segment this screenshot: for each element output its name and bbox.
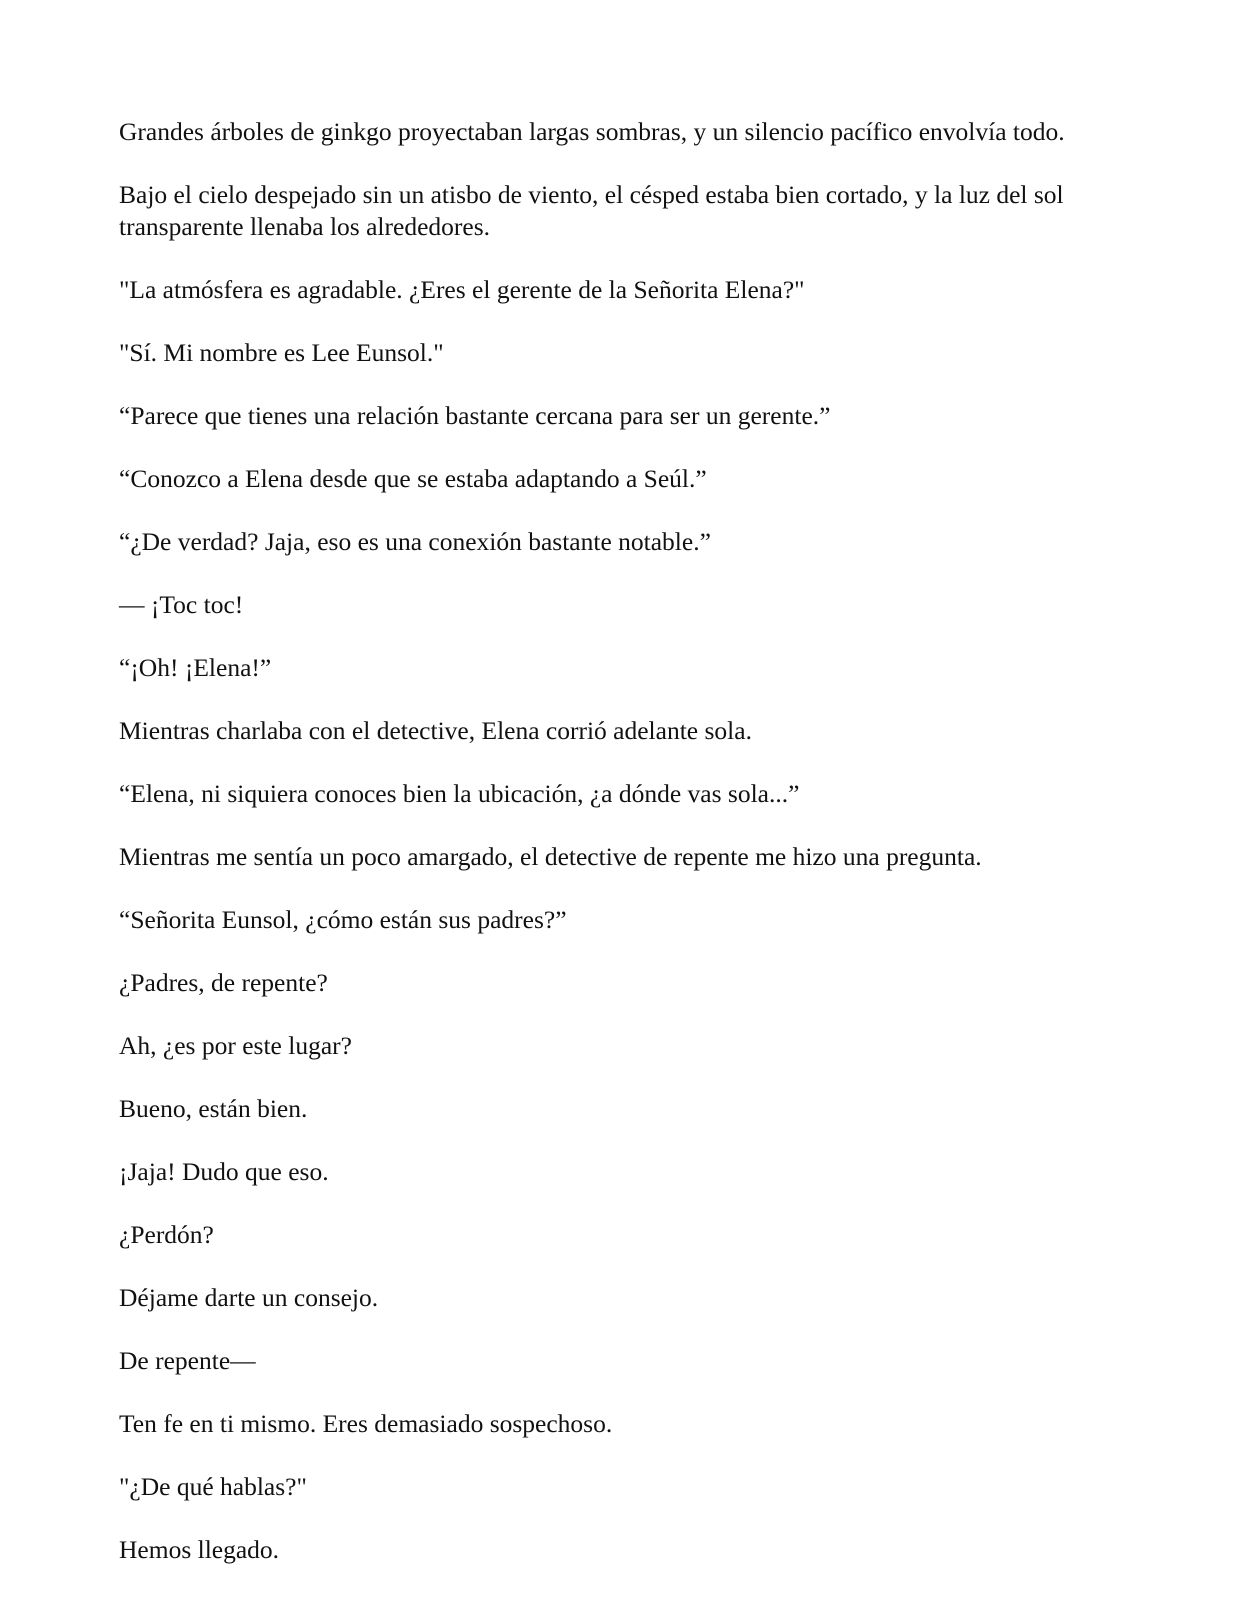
paragraph: ¡Jaja! Dudo que eso. <box>119 1157 329 1186</box>
paragraph: Ah, ¿es por este lugar? <box>119 1031 352 1060</box>
paragraph: Ten fe en ti mismo. Eres demasiado sospechoso. <box>119 1409 613 1438</box>
paragraph: ¿Perdón? <box>119 1220 214 1249</box>
paragraph: ¿Padres, de repente? <box>119 968 328 997</box>
paragraph: “¡Oh! ¡Elena!” <box>119 653 272 682</box>
paragraph: — ¡Toc toc! <box>119 590 244 619</box>
paragraph: "¿De qué hablas?" <box>119 1472 307 1501</box>
paragraph: Grandes árboles de ginkgo proyectaban largas sombras, y un silencio pacífico envolvía todo. <box>119 117 1065 146</box>
paragraph: Bueno, están bien. <box>119 1094 308 1123</box>
paragraph: Mientras me sentía un poco amargado, el detective de repente me hizo una pregunta. <box>119 842 982 871</box>
paragraph: “Conozco a Elena desde que se estaba adaptando a Seúl.” <box>119 464 707 493</box>
paragraph: “Elena, ni siquiera conoces bien la ubicación, ¿a dónde vas sola...” <box>119 779 800 808</box>
paragraph: Déjame darte un consejo. <box>119 1283 379 1312</box>
paragraph: “¿De verdad? Jaja, eso es una conexión bastante notable.” <box>119 527 711 556</box>
document-page <box>119 116 1129 1597</box>
paragraph: "La atmósfera es agradable. ¿Eres el gerente de la Señorita Elena?" <box>119 275 805 304</box>
paragraph: Mientras charlaba con el detective, Elena corrió adelante sola. <box>119 716 752 745</box>
paragraph: De repente— <box>119 1346 256 1375</box>
paragraph: Bajo el cielo despejado sin un atisbo de viento, el césped estaba bien cortado, y la luz del sol transparente llenaba los alrededores. <box>119 180 1064 241</box>
paragraph: "Sí. Mi nombre es Lee Eunsol." <box>119 338 444 367</box>
paragraph: “Parece que tienes una relación bastante cercana para ser un gerente.” <box>119 401 831 430</box>
paragraph: Hemos llegado. <box>119 1535 280 1564</box>
paragraph: “Señorita Eunsol, ¿cómo están sus padres?” <box>119 905 567 934</box>
